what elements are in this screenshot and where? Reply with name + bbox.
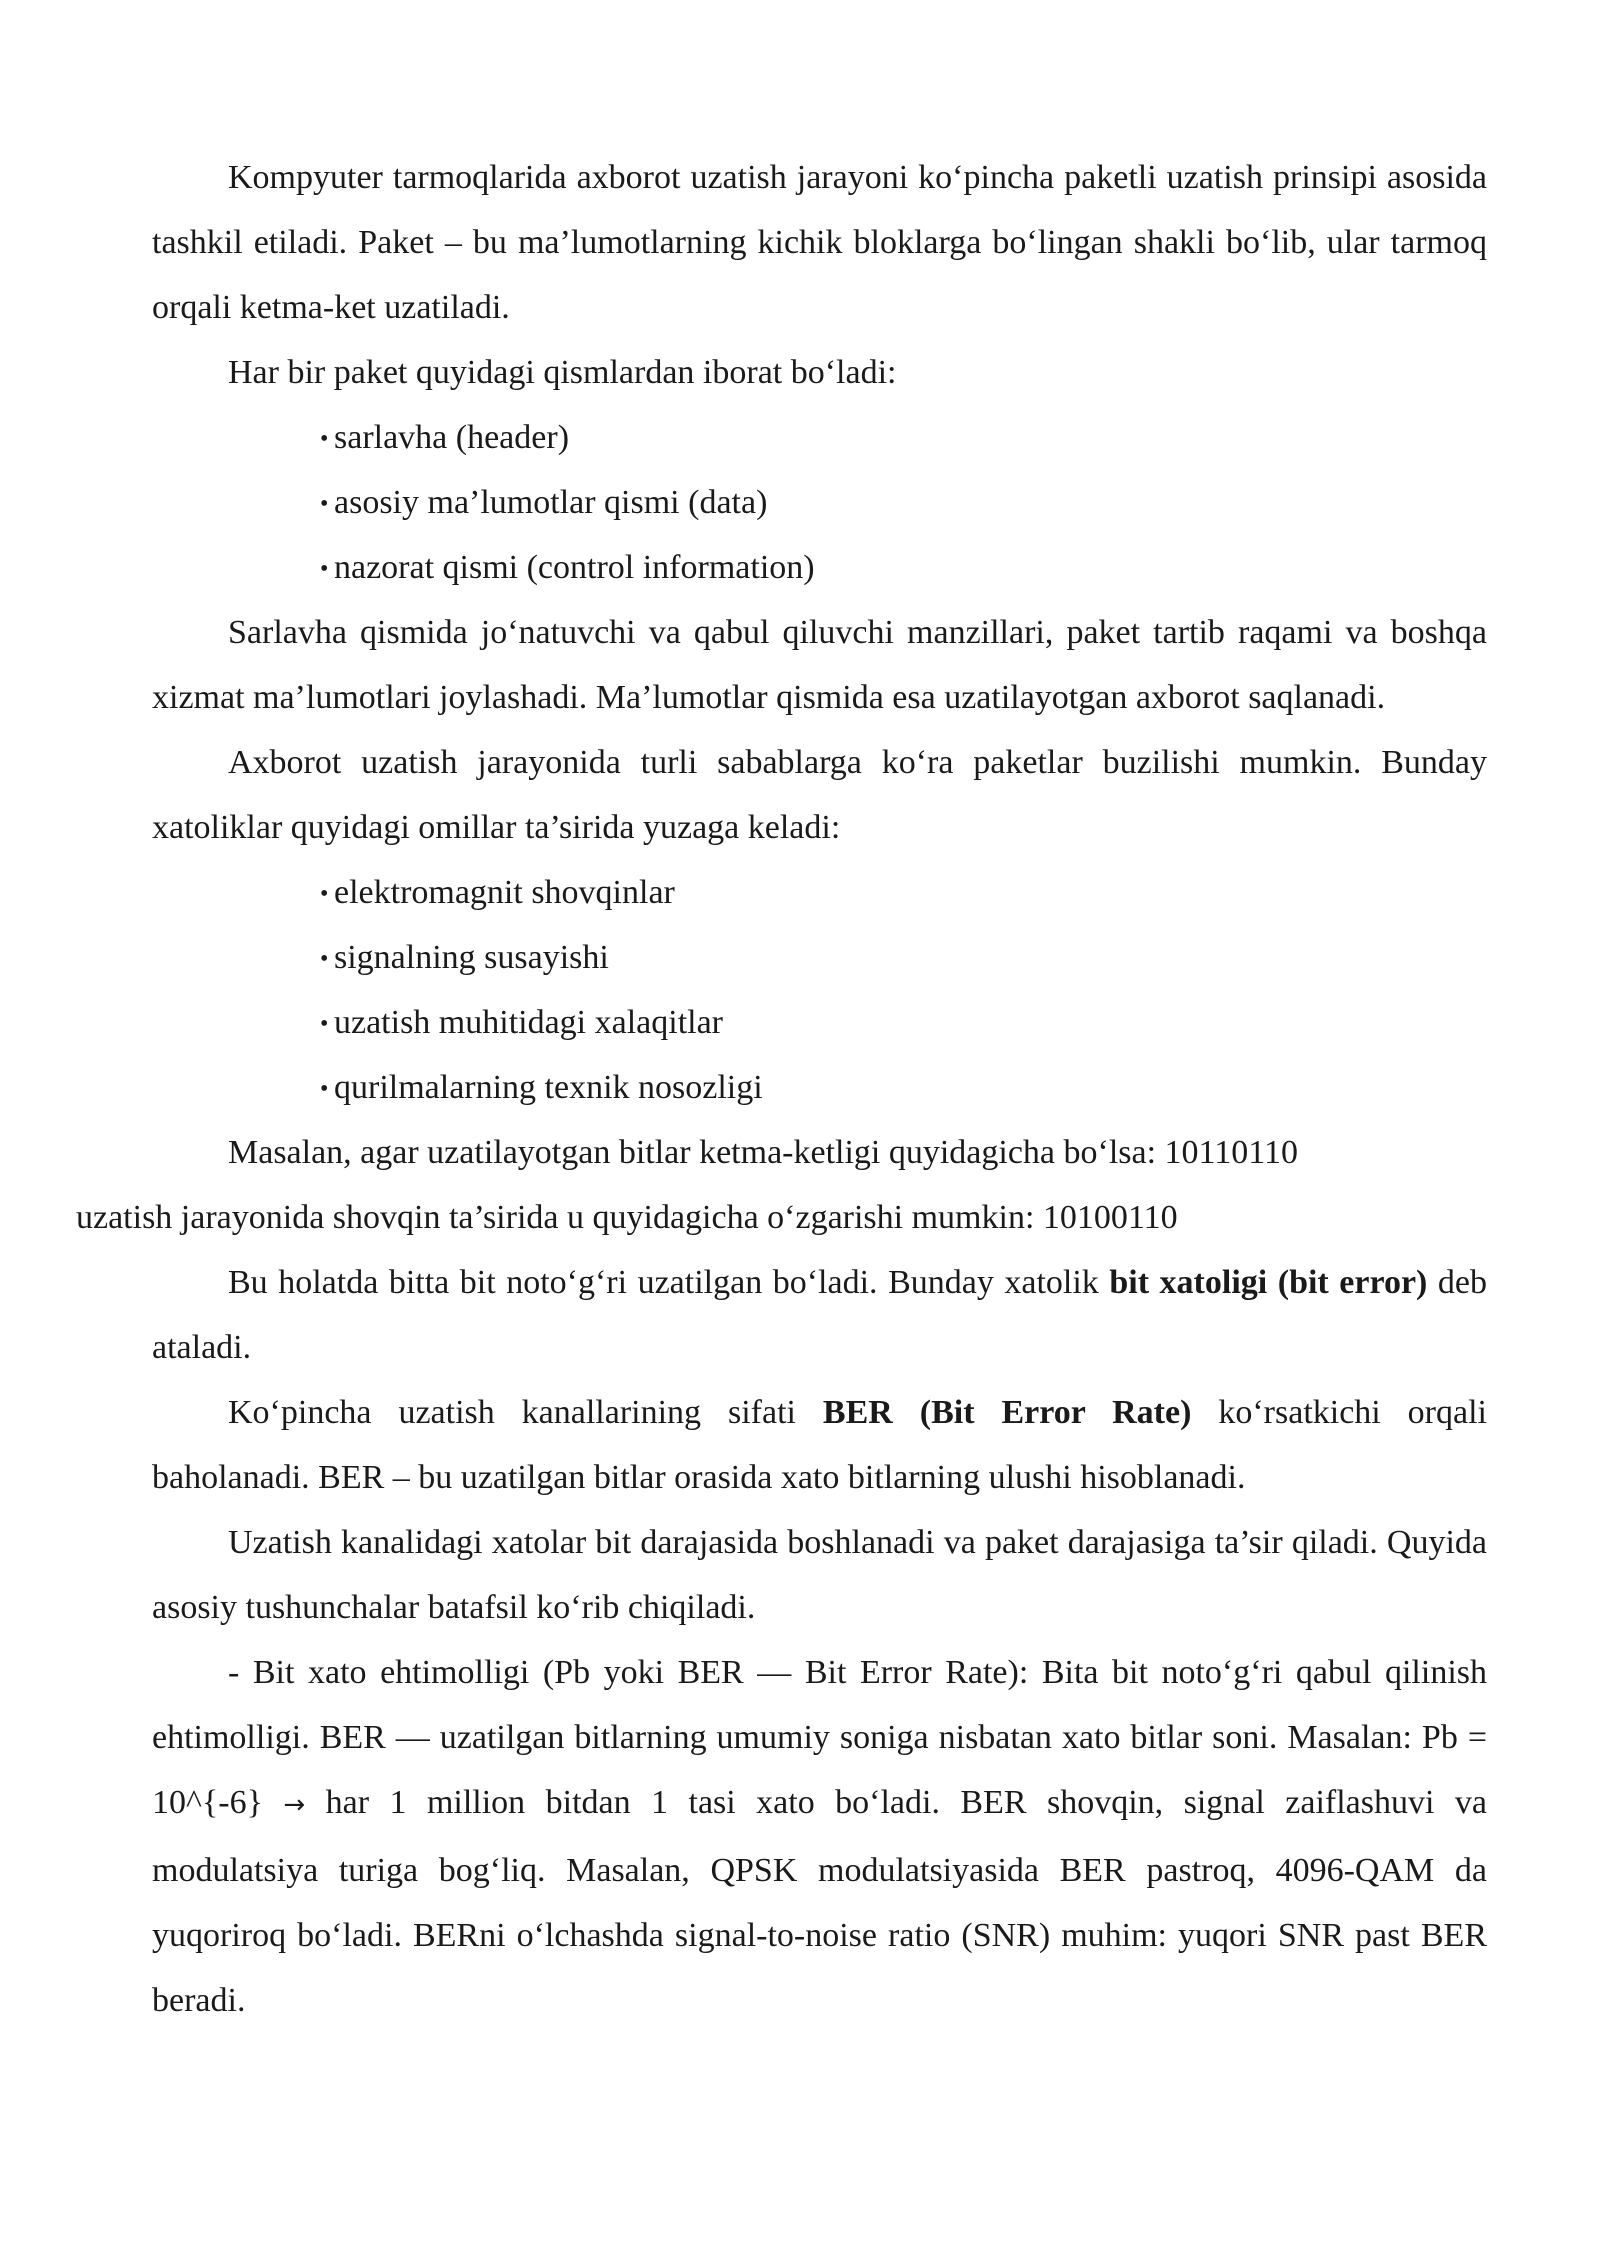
arrow-icon: → bbox=[283, 1790, 306, 1820]
paragraph-ber bbox=[152, 1380, 1487, 1510]
paragraph-channel-errors: Uzatish kanalidagi xatolar bit darajasida boshlanadi va paket darajasiga ta’sir qiladi. Quyida asosiy tushunchalar batafsil ko‘rib chiqiladi. bbox=[152, 1524, 1487, 1626]
bullet-icon: • bbox=[320, 556, 329, 582]
list-item-text: elektromagnit shovqinlar bbox=[334, 874, 675, 911]
ber-text: Ko‘pincha uzatish kanallarining sifati bbox=[228, 1394, 823, 1431]
list-item bbox=[320, 925, 1487, 990]
error-causes-list bbox=[152, 860, 1487, 1120]
paragraph-packet-parts-intro: Har bir paket quyidagi qismlardan iborat bo‘ladi: bbox=[228, 354, 897, 391]
list-item-text: asosiy ma’lumotlar qismi (data) bbox=[334, 484, 768, 521]
list-item-text: qurilmalarning texnik nosozligi bbox=[334, 1069, 763, 1106]
bit-error-term: bit xatoligi (bit error) bbox=[1109, 1264, 1428, 1301]
bullet-icon: • bbox=[320, 881, 329, 907]
paragraph-header-description: Sarlavha qismida jo‘natuvchi va qabul qiluvchi manzillari, paket tartib raqami va boshqa xizmat ma’lumotlari joylashadi. Ma’lumotlar qismida esa uzatilayotgan axborot saqlanadi. bbox=[152, 614, 1487, 716]
bullet-icon: • bbox=[320, 491, 329, 517]
list-item-text: uzatish muhitidagi xalaqitlar bbox=[334, 1004, 724, 1041]
bit-example-line-1: Masalan, agar uzatilayotgan bitlar ketma-ketligi quyidagicha bo‘lsa: 10110110 bbox=[228, 1134, 1299, 1171]
bullet-icon: • bbox=[320, 1076, 329, 1102]
bit-error-text: Bu holatda bitta bit noto‘g‘ri uzatilgan bo‘ladi. Bunday xatolik bbox=[228, 1264, 1110, 1301]
paragraph-packet-intro: Kompyuter tarmoqlarida axborot uzatish jarayoni ko‘pincha paketli uzatish prinsipi asosida tashkil etiladi. Paket – bu ma’lumotlarning kichik bloklarga bo‘lingan shakli bo‘lib, ular tarmoq orqali ketma-ket uzatiladi. bbox=[152, 159, 1487, 326]
paragraph-bit-example bbox=[76, 1120, 1487, 1250]
bullet-icon: • bbox=[320, 1011, 329, 1037]
ber-text-end: ko‘rsatkichi orqali baholanadi. BER – bu uzatilgan bitlar orasida xato bitlarning ulushi hisoblanadi. bbox=[152, 1394, 1487, 1496]
bit-error-text-end: deb ataladi. bbox=[152, 1264, 1487, 1366]
probability-text: - Bit xato ehtimolligi (Pb yoki BER — Bit Error Rate): Bita bit noto‘g‘ri qabul qilinish ehtimolligi. BER — uzatilgan bitlarning umumiy soniga nisbatan xato bitlar soni. Masalan: Pb = 10^{-6} bbox=[152, 1654, 1487, 1821]
document-page bbox=[76, 145, 1487, 2033]
bullet-icon: • bbox=[320, 946, 329, 972]
bit-example-line-2: uzatish jarayonida shovqin ta’sirida u quyidagicha o‘zgarishi mumkin: 10100110 bbox=[76, 1199, 1178, 1236]
list-item bbox=[320, 1055, 1487, 1120]
list-item bbox=[320, 470, 1487, 535]
list-item bbox=[320, 990, 1487, 1055]
paragraph-bit-error-probability bbox=[152, 1640, 1487, 2033]
list-item bbox=[320, 860, 1487, 925]
list-item bbox=[320, 405, 1487, 470]
list-item-text: nazorat qismi (control information) bbox=[334, 549, 815, 586]
paragraph-error-intro: Axborot uzatish jarayonida turli sabablarga ko‘ra paketlar buzilishi mumkin. Bunday xatoliklar quyidagi omillar ta’sirida yuzaga keladi: bbox=[152, 744, 1487, 846]
list-item-text: sarlavha (header) bbox=[334, 419, 570, 456]
list-item-text: signalning susayishi bbox=[334, 939, 609, 976]
ber-term: BER (Bit Error Rate) bbox=[822, 1394, 1192, 1431]
paragraph-bit-error bbox=[152, 1250, 1487, 1380]
bullet-icon: • bbox=[320, 426, 329, 452]
packet-parts-list bbox=[152, 405, 1487, 600]
list-item bbox=[320, 535, 1487, 600]
probability-text-end: har 1 million bitdan 1 tasi xato bo‘ladi. BER shovqin, signal zaiflashuvi va modulatsiya turiga bog‘liq. Masalan, QPSK modulatsiyasida BER pastroq, 4096-QAM da yuqoriroq bo‘ladi. BERni o‘lchashda signal-to-noise ratio (SNR) muhim: yuqori SNR past BER beradi. bbox=[152, 1784, 1487, 2019]
